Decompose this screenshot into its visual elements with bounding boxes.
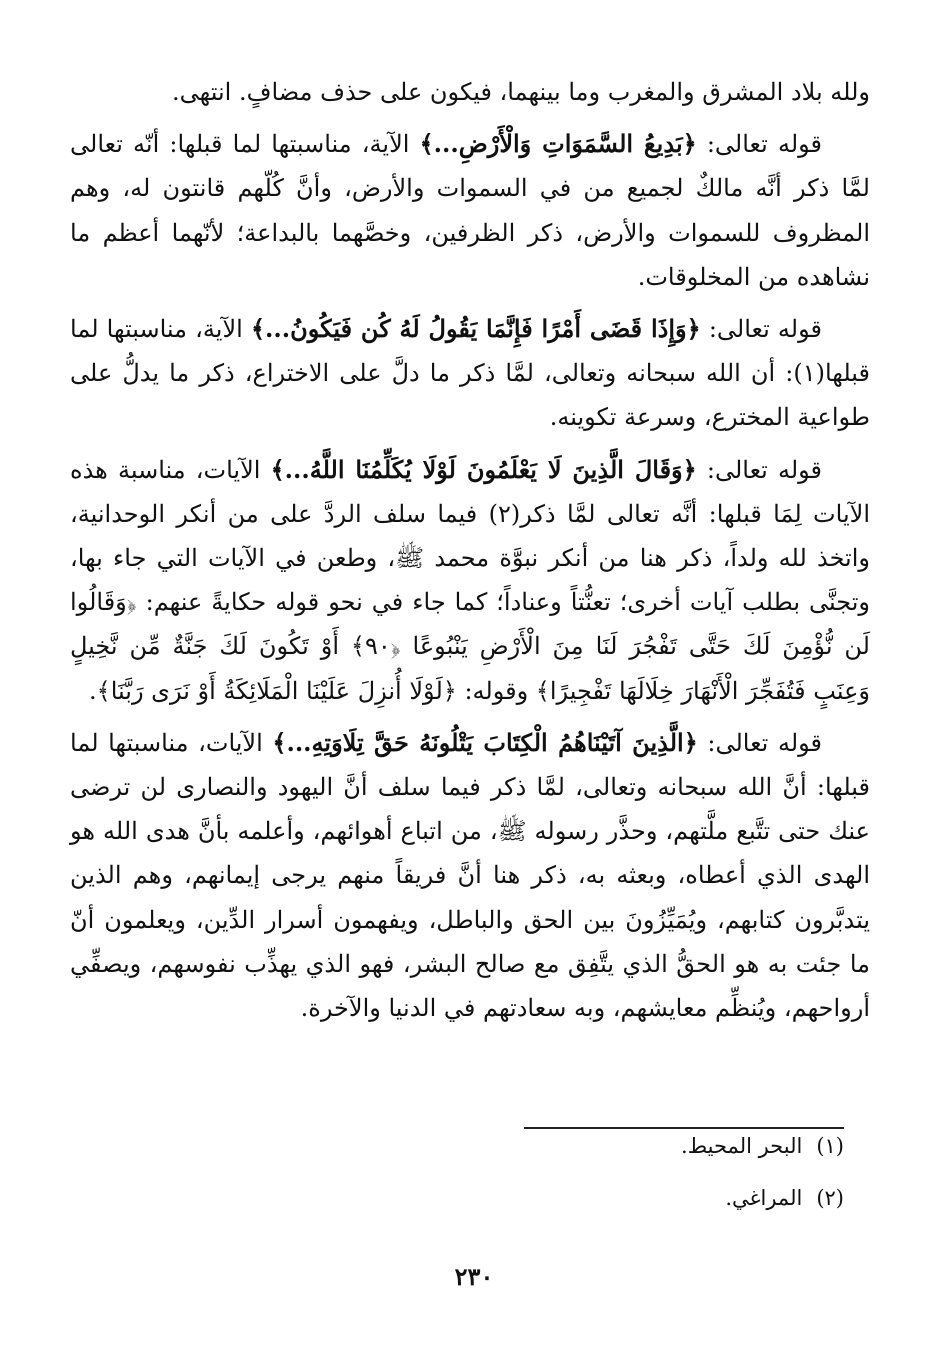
paragraph-atayna [70,721,870,1030]
paragraph-intro [70,70,870,114]
footnote-separator [524,1127,844,1129]
paragraph-badi [70,122,870,299]
paragraph-text: الآيات، مناسبة هذه الآيات لِمَا قبلها: أنَّه تعالى لمَّا ذكر(٢) فيما سلف الردَّ على من أنكر الوحدانية، واتخذ لله ولداً، ذكر هنا من أنكر نبوَّة محمد ﷺ، وطعن في الآيات التي جاء بها، وتجنَّى بطلب آيات أخرى؛ تعنُّتاً وعناداً؛ كما جاء في نحو قوله حكايةً عنهم: ﴿وَقَالُوا لَن نُّؤْمِنَ لَكَ حَتَّى تَفْجُرَ لَنَا مِنَ الْأَرْضِ يَنْبُوعًا ﴿٩٠﴾ أَوْ تَكُونَ لَكَ جَنَّةٌ مِّن نَّخِيلٍ وَعِنَبٍ فَتُفَجِّرَ الْأَنْهَارَ خِلَالَهَا تَفْجِيرًا﴾ وقوله: ﴿لَوْلَا أُنزِلَ عَلَيْنَا الْمَلَائِكَةُ أَوْ نَرَى رَبَّنَا﴾. [70,455,871,705]
paragraph-text: الآيات، مناسبتها لما قبلها: أنَّ الله سبحانه وتعالى، لمَّا ذكر فيما سلف أنَّ اليهود والنصارى لن ترضى عنك حتى تتَّبع ملَّتهم، وحذَّر رسوله ﷺ، من اتباع أهوائهم، وأعلمه بأنَّ هدى الله هو الهدى الذي أعطاه، وبعثه به، ذكر هنا أنَّ فريقاً منهم يرجى إيمانهم، وهم الذين يتدبَّرون كتابهم، ويُمَيِّزُونَ بين الحق والباطل، ويفهمون أسرار الدِّين، ويعلمون أنّ ما جئت به هو الحقُّ الذي يتَّفِق مع صالح البشر، فهو الذي يهذِّب نفوسهم، ويصفِّي أرواحهم، ويُنظِّم معايشهم، وبه سعادتهم في الدنيا والآخرة. [70,728,871,1023]
paragraph-text: الآية، مناسبتها لما قبلها: أنّه تعالى لمَّا ذكر أنَّه مالكٌ لجميع من في السموات والأرض، وأنَّ كُلّهم قانتون له، وهم المظروف للسموات والأرض، ذكر الظرفين، وخصَّهما بالبداعة؛ لأنّهما أعظم ما نشاهده من المخلوقات. [70,130,870,291]
quran-verse: ﴿الَّذِينَ آتَيْنَاهُمُ الْكِتَابَ يَتْلُونَهُ حَقَّ تِلَاوَتِهِ...﴾ [272,727,698,757]
quran-verse: ﴿وَإِذَا قَضَى أَمْرًا فَإِنَّمَا يَقُولُ لَهُ كُن فَيَكُونُ...﴾ [250,314,701,344]
paragraph-text: الآية، مناسبتها لما قبلها(١): أن الله سبحانه وتعالى، لمَّا ذكر ما دلَّ على الاختراع، ذكر ما يدلُّ على طواعية المخترع، وسرعة تكوينه. [70,315,870,432]
paragraph-lead: قوله تعالى: [700,315,822,344]
paragraph-text: ولله بلاد المشرق والمغرب وما بينهما، فيكون على حذف مضافٍ. انتهى. [172,78,870,106]
paragraph-lead: قوله تعالى: [697,728,823,757]
quran-verse: ﴿بَدِيعُ السَّمَوَاتِ وَالْأَرْضِ...﴾ [419,129,697,159]
quran-verse: ﴿وَقَالَ الَّذِينَ لَا يَعْلَمُونَ لَوْلَا يُكَلِّمُنَا اللَّهُ...﴾ [270,454,697,484]
footnote-text: المراغي. [725,1186,803,1210]
paragraph-lead: قوله تعالى: [696,455,823,484]
footnote-text: البحر المحيط. [681,1134,803,1158]
paragraph-lead: قوله تعالى: [696,130,822,159]
footnote-2 [444,1184,844,1212]
paragraph-qala [70,448,870,713]
page-number: ٢٣٠ [454,1262,494,1291]
paragraph-qada [70,307,870,440]
page-body [70,70,870,1038]
footnote-number: (١) [816,1134,844,1158]
footnotes [444,1132,844,1236]
footnote-1 [444,1132,844,1160]
footnote-number: (٢) [816,1186,844,1210]
